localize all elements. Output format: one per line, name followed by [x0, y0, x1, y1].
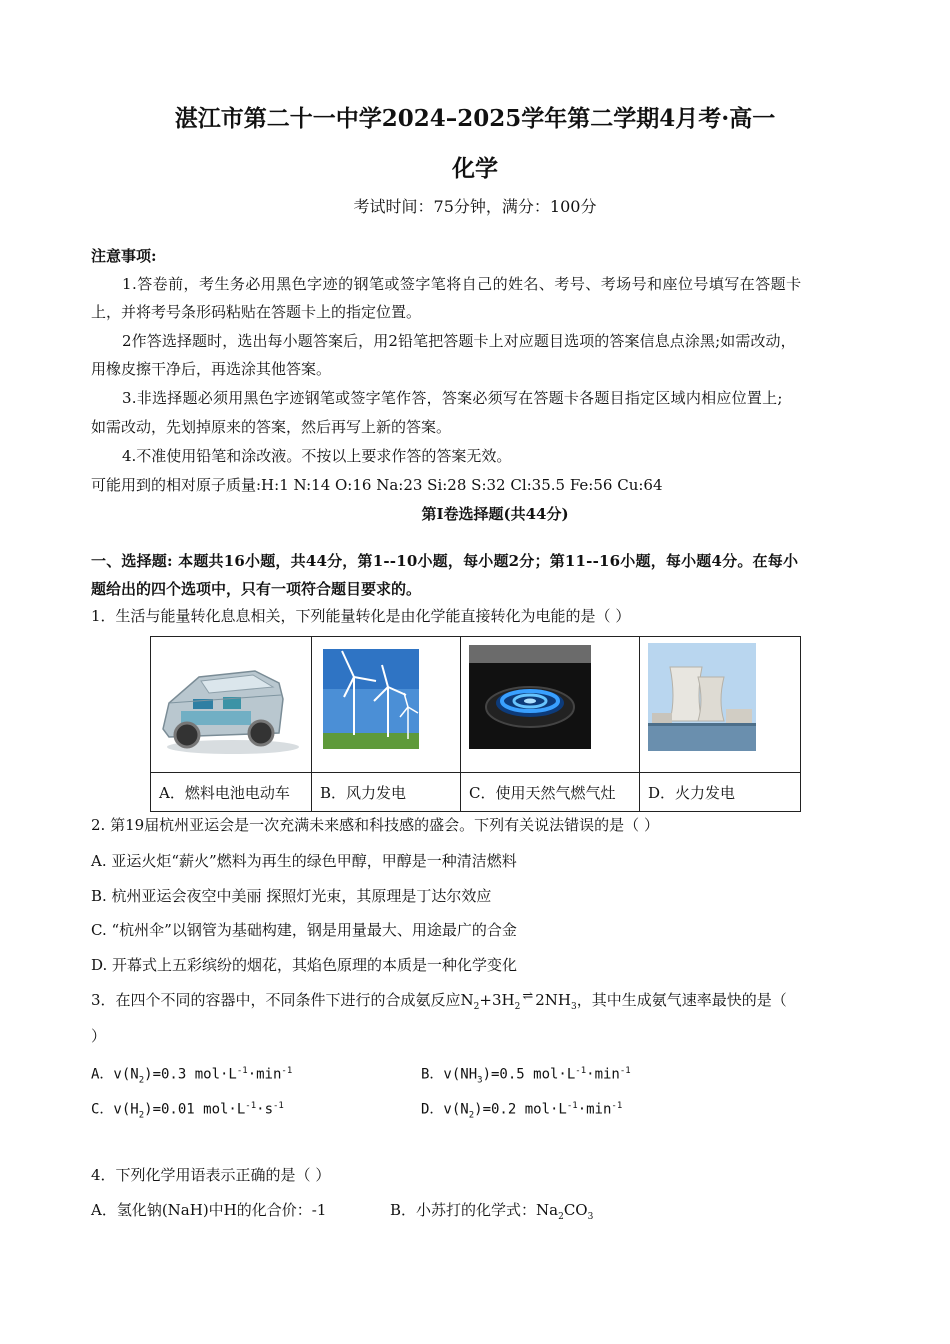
q2-stem: 2. 第19届杭州亚运会是一次充满未来感和科技感的盛会。下列有关说法错误的是（ ）	[91, 816, 659, 834]
power-plant-image	[640, 637, 800, 768]
q3-sup: -1	[236, 1066, 248, 1076]
notice-line-3a: 3.非选择题必须用黑色字迹钢笔或签字笔作答，答案必须写在答题卡各题目指定区域内相应位置上;	[122, 389, 783, 407]
q1-option-b: B．风力发电	[312, 773, 461, 812]
notice-line-4: 4.不准使用铅笔和涂改液。不按以上要求作答的答案无效。	[122, 447, 512, 465]
q1-option-a: A．燃料电池电动车	[151, 773, 312, 812]
equilibrium-arrow-icon: ⇌	[522, 989, 534, 1004]
q3-sub: 2	[138, 1075, 145, 1086]
q3-option-d	[421, 1096, 622, 1125]
q3-sub: 3	[477, 1075, 483, 1086]
q3-c-post: )=0.01 mol·L	[144, 1101, 246, 1118]
q2-option-a: A. 亚运火炬“薪火”燃料为再生的绿色甲醇，甲醇是一种清洁燃料	[91, 852, 517, 870]
q3-stem-close: ）	[91, 1027, 107, 1045]
wind-turbine-image	[312, 637, 460, 768]
q4-sub: 3	[587, 1212, 594, 1222]
q3-stem-pre: 3．在四个不同的容器中，不同条件下进行的合成氨反应N	[91, 991, 474, 1009]
q3-option-c	[91, 1096, 284, 1125]
q1-options-table	[150, 636, 801, 812]
q3-stem-end: ，其中生成氨气速率最快的是（	[576, 991, 787, 1009]
q3-d-mid: ·min	[577, 1101, 612, 1118]
q3-b-mid: ·min	[586, 1066, 620, 1083]
fuel-cell-car-image	[151, 637, 311, 768]
q3-stem-mid: +3H	[479, 991, 515, 1009]
q3-c-pre: C．v(H	[91, 1101, 139, 1118]
section-title: 第I卷选择题(共44分)	[421, 505, 569, 523]
q2-option-c: C. “杭州伞”以钢管为基础构建，钢是用量最大、用途最广的合金	[91, 921, 517, 939]
q3-sub: 2	[473, 1002, 480, 1012]
q1-image-c-cell	[461, 637, 640, 773]
q3-a-pre: A．v(N	[91, 1066, 139, 1083]
q3-sub: 2	[514, 1002, 521, 1012]
q3-b-pre: B．v(NH	[421, 1066, 478, 1083]
q3-d-pre: D．v(N	[421, 1101, 469, 1118]
q3-option-a	[91, 1061, 292, 1090]
q3-sub: 3	[571, 1002, 577, 1012]
q1-stem: 1．生活与能量转化息息相关，下列能量转化是由化学能直接转化为电能的是（ ）	[91, 607, 631, 625]
q1-image-d-cell	[640, 637, 801, 773]
q1-image-a-cell	[151, 637, 312, 773]
notice-line-2a: 2作答选择题时，选出每小题答案后，用2铅笔把答题卡上对应题目选项的答案信息点涂黑;如需改动，	[122, 332, 796, 350]
q1-image-b-cell	[312, 637, 461, 773]
q3-a-mid: ·min	[247, 1066, 282, 1083]
q3-sup: -1	[611, 1101, 623, 1111]
notice-line-1b: 上，并将考号条形码粘贴在答题卡上的指定位置。	[91, 303, 422, 321]
section-instruction-a: 一、选择题: 本题共16小题，共44分，第1--10小题，每小题2分；第11--16小题，每小题4分。在每小	[91, 552, 799, 570]
q3-stem-post: 2NH	[535, 991, 571, 1009]
q1-option-d: D．火力发电	[640, 773, 801, 812]
notice-line-1a: 1.答卷前，考生务必用黑色字迹的钢笔或签字笔将自己的姓名、考号、考场号和座位号填写在答题卡	[122, 275, 802, 293]
q4-b-pre: B．小苏打的化学式：Na	[390, 1201, 559, 1219]
q3-sup: -1	[566, 1101, 578, 1111]
q4-stem: 4．下列化学用语表示正确的是（ ）	[91, 1166, 331, 1184]
q4-option-a: A．氢化钠(NaH)中H的化合价：-1	[91, 1201, 327, 1219]
q1-option-c: C．使用天然气燃气灶	[461, 773, 640, 812]
subject-title: 化学	[452, 155, 498, 182]
q3-c-mid: ·s	[256, 1101, 273, 1118]
q3-a-post: )=0.3 mol·L	[144, 1066, 237, 1083]
gas-stove-image	[461, 637, 639, 768]
q4-b-mid: CO	[563, 1201, 588, 1219]
notice-line-2b: 用橡皮擦干净后，再选涂其他答案。	[91, 360, 332, 378]
q3-option-b	[421, 1061, 631, 1090]
q3-sup: -1	[245, 1101, 257, 1111]
q3-sub: 2	[138, 1110, 145, 1121]
q3-sup: -1	[273, 1101, 284, 1111]
q4-option-b	[390, 1200, 593, 1227]
exam-time-info: 考试时间：75分钟，满分：100分	[353, 197, 597, 216]
q2-option-d: D. 开幕式上五彩缤纷的烟花，其焰色原理的本质是一种化学变化	[91, 956, 518, 974]
q4-sub: 2	[558, 1212, 564, 1222]
q3-d-post: )=0.2 mol·L	[474, 1101, 567, 1118]
q3-b-post: )=0.5 mol·L	[482, 1066, 576, 1083]
notice-line-3b: 如需改动，先划掉原来的答案，然后再写上新的答案。	[91, 418, 452, 436]
q3-sup: -1	[575, 1066, 587, 1076]
q3-sub: 2	[468, 1110, 475, 1121]
section-instruction-b: 题给出的四个选项中，只有一项符合题目要求的。	[91, 580, 422, 598]
notice-heading: 注意事项:	[91, 247, 157, 265]
q3-sup: -1	[281, 1066, 293, 1076]
q3-stem	[91, 990, 787, 1017]
atomic-masses: 可能用到的相对原子质量:H:1 N:14 O:16 Na:23 Si:28 S:32 Cl:35.5 Fe:56 Cu:64	[91, 476, 663, 494]
q3-sup: -1	[619, 1066, 631, 1076]
exam-title: 湛江市第二十一中学2024–2025学年第二学期4月考·高一	[174, 105, 776, 132]
q2-option-b: B. 杭州亚运会夜空中美丽 探照灯光束，其原理是丁达尔效应	[91, 887, 492, 905]
